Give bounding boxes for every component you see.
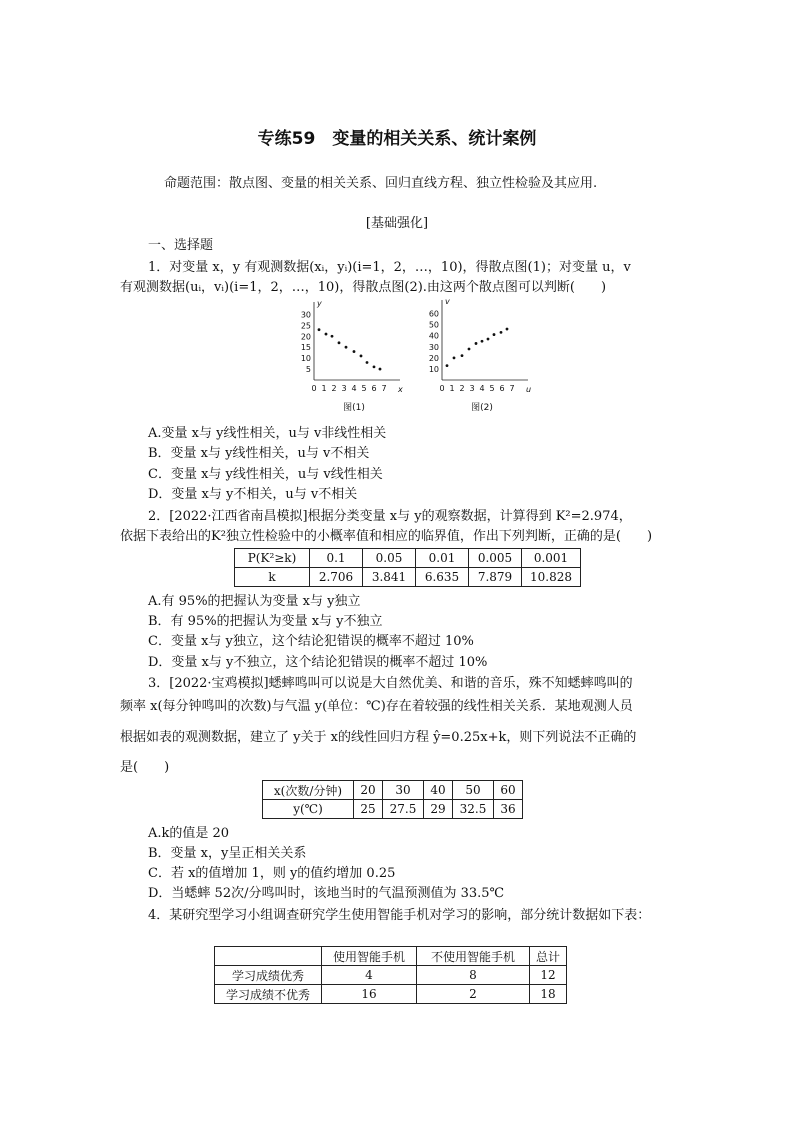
q2-table-cell: 10.828 xyxy=(522,568,581,587)
q3-table-cell: 32.5 xyxy=(453,800,494,819)
data-point xyxy=(446,364,449,367)
q2-option-b: B．有 95%的把握认为变量 x与 y不独立 xyxy=(148,614,383,629)
q3-table-cell: 25 xyxy=(354,800,383,819)
q4-table-cell: 学习成绩不优秀 xyxy=(215,985,322,1004)
q1-option-b: B．变量 x与 y线性相关，u与 v不相关 xyxy=(148,446,370,461)
q3-table-cell: y(℃) xyxy=(263,800,354,819)
q4-table-cell: 总计 xyxy=(530,947,567,966)
data-point xyxy=(379,368,382,371)
q2-table-row xyxy=(235,568,581,587)
q2-line1: 2．[2022·江西省南昌模拟]根据分类变量 x与 y的观察数据，计算得到 K²=2.974， xyxy=(148,509,632,524)
q2-table-cell: 2.706 xyxy=(310,568,363,587)
q4-table-cell: 18 xyxy=(530,985,567,1004)
data-point xyxy=(468,348,471,351)
q2-table-cell: 0.01 xyxy=(416,549,469,568)
x-tick-label: 0 xyxy=(311,384,317,393)
x-tick-label: 4 xyxy=(479,384,485,393)
q3-table-cell: 36 xyxy=(494,800,523,819)
q2-table-cell: 7.879 xyxy=(469,568,522,587)
scatter-plot-1 xyxy=(301,299,403,413)
q4-table-cell: 4 xyxy=(322,966,417,985)
y-tick-label: 10 xyxy=(300,354,311,364)
q1-option-a: A.变量 x与 y线性相关，u与 v非线性相关 xyxy=(148,426,387,441)
data-point xyxy=(318,328,321,331)
x-tick-label: 7 xyxy=(509,384,515,393)
q2-option-a: A.有 95%的把握认为变量 x与 y独立 xyxy=(148,594,361,609)
q3-observation-table xyxy=(262,780,523,819)
q1-option-c: C．变量 x与 y线性相关，u与 v线性相关 xyxy=(148,467,383,482)
q3-table-cell: 20 xyxy=(354,781,383,800)
q2-table-cell: 3.841 xyxy=(363,568,416,587)
x-tick-label: 6 xyxy=(499,384,505,393)
data-point xyxy=(475,342,478,345)
x-tick-label: 3 xyxy=(469,384,475,393)
x-tick-label: 1 xyxy=(321,384,327,393)
q4-table-cell: 使用智能手机 xyxy=(322,947,417,966)
y-tick-label: 60 xyxy=(428,309,439,319)
y-tick-label: 20 xyxy=(428,353,439,363)
q3-table-cell: 60 xyxy=(494,781,523,800)
q2-table-cell: 0.1 xyxy=(310,549,363,568)
scope-text: 命题范围：散点图、变量的相关关系、回归直线方程、独立性检验及其应用. xyxy=(164,176,598,191)
data-point xyxy=(345,346,348,349)
q2-option-d: D．变量 x与 y不独立，这个结论犯错误的概率不超过 10% xyxy=(148,655,488,670)
y-tick-label: 40 xyxy=(428,331,439,341)
q3-line3: 根据如表的观测数据，建立了 y关于 x的线性回归方程 ŷ=0.25x+k，则下列说法不正确的 xyxy=(120,730,637,745)
q3-table-cell: 29 xyxy=(424,800,453,819)
data-point xyxy=(500,331,503,334)
q4-table-cell: 学习成绩优秀 xyxy=(215,966,322,985)
x-tick-label: 5 xyxy=(489,384,495,393)
x-tick-label: 2 xyxy=(459,384,465,393)
data-point xyxy=(338,341,341,344)
data-point xyxy=(366,361,369,364)
q4-contingency-table xyxy=(214,946,567,1004)
page-title: 专练59 变量的相关关系、统计案例 xyxy=(257,129,537,149)
data-point xyxy=(506,328,509,331)
y-tick-label: 50 xyxy=(428,320,439,330)
q3-option-a: A.k的值是 20 xyxy=(148,826,230,841)
part-heading: 一、选择题 xyxy=(148,238,214,253)
data-point xyxy=(493,333,496,336)
q1-line1: 1．对变量 x，y 有观测数据(xᵢ，yᵢ)(i=1，2，…，10)，得散点图(1)；对变量 u，v xyxy=(148,260,631,275)
q2-table-cell: 0.05 xyxy=(363,549,416,568)
scatter-plot-2 xyxy=(429,297,531,413)
data-point xyxy=(373,365,376,368)
q3-table-cell: 27.5 xyxy=(383,800,424,819)
q4-table-cell: 12 xyxy=(530,966,567,985)
x-tick-label: 7 xyxy=(381,384,387,393)
figure-caption: 图(2) xyxy=(471,403,493,413)
q2-table-row xyxy=(235,549,581,568)
q1-line2: 有观测数据(uᵢ，vᵢ)(i=1，2，…，10)，得散点图(2).由这两个散点图可以判断( ) xyxy=(120,280,607,295)
x-tick-label: 1 xyxy=(449,384,455,393)
y-axis-label: y xyxy=(317,299,322,308)
data-point xyxy=(453,356,456,359)
x-tick-label: 2 xyxy=(331,384,337,393)
q4-table-cell: 2 xyxy=(417,985,530,1004)
q3-table-cell: 50 xyxy=(453,781,494,800)
x-tick-label: 5 xyxy=(361,384,367,393)
q4-table-cell xyxy=(215,947,322,966)
q3-line2: 频率 x(每分钟鸣叫的次数)与气温 y(单位：℃)存在着较强的线性相关关系．某地观测人员 xyxy=(120,699,633,714)
q3-option-b: B．变量 x，y呈正相关关系 xyxy=(148,846,307,861)
q1-option-d: D．变量 x与 y不相关，u与 v不相关 xyxy=(148,487,358,502)
q4-table-cell: 不使用智能手机 xyxy=(417,947,530,966)
q2-table-cell: 0.005 xyxy=(469,549,522,568)
section-heading: [基础强化] xyxy=(365,216,429,231)
q4-table-row xyxy=(215,985,567,1004)
q3-table-cell: 40 xyxy=(424,781,453,800)
y-axis-label: v xyxy=(445,297,450,306)
data-point xyxy=(481,340,484,343)
x-tick-label: 0 xyxy=(439,384,445,393)
q3-option-c: C．若 x的值增加 1，则 y的值约增加 0.25 xyxy=(148,866,396,881)
scatter-figures xyxy=(290,297,532,414)
q4-table-cell: 16 xyxy=(322,985,417,1004)
figure-caption: 图(1) xyxy=(343,403,365,413)
q3-table-cell: x(次数/分钟) xyxy=(263,781,354,800)
x-axis-label: x xyxy=(398,385,403,394)
q3-line4: 是( ) xyxy=(120,760,170,775)
data-point xyxy=(325,333,328,336)
q3-option-d: D．当蟋蟀 52次/分鸣叫时，该地当时的气温预测值为 33.5℃ xyxy=(148,886,505,901)
q3-table-row xyxy=(263,781,523,800)
q4-line1: 4．某研究型学习小组调查研究学生使用智能手机对学习的影响，部分统计数据如下表： xyxy=(148,908,651,923)
data-point xyxy=(360,355,363,358)
y-tick-label: 30 xyxy=(428,342,439,352)
y-tick-label: 30 xyxy=(300,310,311,320)
x-tick-label: 4 xyxy=(351,384,357,393)
q2-critical-value-table xyxy=(234,548,581,587)
q3-table-row xyxy=(263,800,523,819)
data-point xyxy=(487,338,490,341)
q2-table-cell: P(K²≥k) xyxy=(235,549,310,568)
y-tick-label: 25 xyxy=(300,321,311,331)
q4-table-row xyxy=(215,966,567,985)
x-tick-label: 6 xyxy=(371,384,377,393)
data-point xyxy=(331,335,334,338)
data-point xyxy=(461,354,464,357)
q4-table-row xyxy=(215,947,567,966)
q4-table-cell: 8 xyxy=(417,966,530,985)
y-tick-label: 10 xyxy=(428,364,439,374)
q2-option-c: C．变量 x与 y独立，这个结论犯错误的概率不超过 10% xyxy=(148,634,474,649)
x-axis-label: u xyxy=(526,385,532,394)
y-tick-label: 15 xyxy=(300,343,311,353)
q3-line1: 3．[2022·宝鸡模拟]蟋蟀鸣叫可以说是大自然优美、和谐的音乐，殊不知蟋蟀鸣叫的 xyxy=(148,676,633,691)
y-tick-label: 5 xyxy=(305,365,311,375)
q2-table-cell: 6.635 xyxy=(416,568,469,587)
y-tick-label: 20 xyxy=(300,332,311,342)
q3-table-cell: 30 xyxy=(383,781,424,800)
q2-line2: 依据下表给出的K²独立性检验中的小概率值和相应的临界值，作出下列判断，正确的是( ) xyxy=(120,529,653,544)
x-tick-label: 3 xyxy=(341,384,347,393)
data-point xyxy=(353,350,356,353)
q2-table-cell: 0.001 xyxy=(522,549,581,568)
q2-table-cell: k xyxy=(235,568,310,587)
